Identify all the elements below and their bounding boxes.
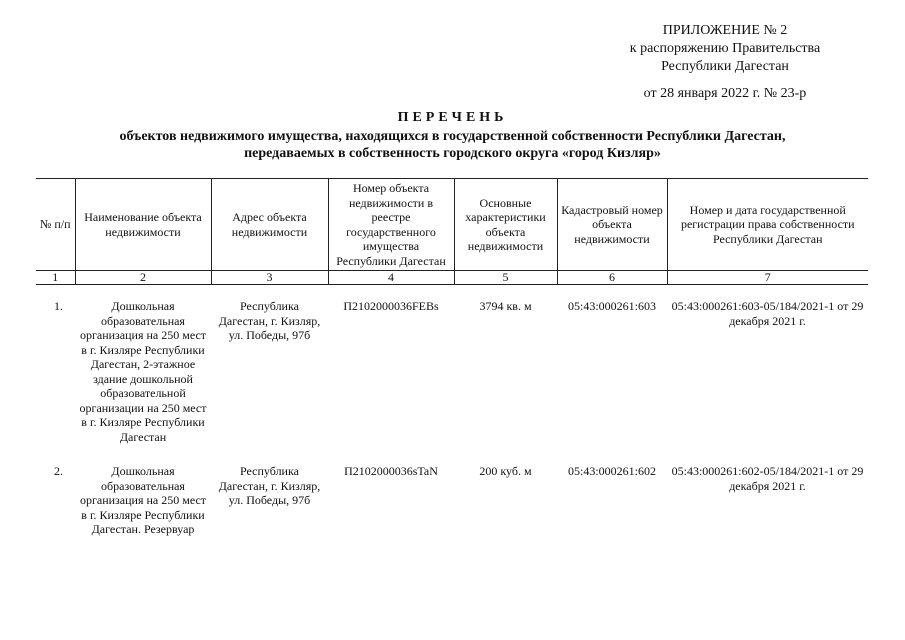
property-table bbox=[36, 178, 868, 537]
document-subtitle bbox=[20, 128, 885, 162]
column-header-registration: Номер и дата государственной регистрации права собственности Республики Дагестан bbox=[667, 179, 868, 271]
subtitle-line-2: передаваемых в собственность городского округа «город Кизляр» bbox=[244, 146, 661, 161]
subtitle-line-1: объектов недвижимого имущества, находящихся в государственной собственности Республики Дагестан, bbox=[119, 129, 786, 144]
registry-number: П2102000036sTaN bbox=[344, 464, 438, 478]
object-name: Дошкольная образовательная организация на 250 мест в г. Кизляре Республики Дагестан. Резервуар bbox=[79, 464, 207, 536]
object-address: Республика Дагестан, г. Кизляр, ул. Победы, 97б bbox=[218, 464, 321, 507]
column-header-registry: Номер объекта недвижимости в реестре государственного имущества Республики Дагестан bbox=[328, 179, 454, 271]
column-number: 6 bbox=[557, 271, 667, 285]
cadastral-number: 05:43:000261:603 bbox=[567, 299, 656, 313]
column-header-cadastral: Кадастровый номер объекта недвижимости bbox=[557, 179, 667, 271]
document-title: ПЕРЕЧЕНЬ bbox=[397, 110, 508, 125]
registration-record: 05:43:000261:602-05/184/2021-1 от 29 декабря 2021 г. bbox=[671, 464, 864, 493]
column-number-row bbox=[36, 271, 868, 285]
table-header-row bbox=[36, 179, 868, 271]
appendix-line-2: к распоряжению Правительства bbox=[629, 41, 821, 56]
row-number: 1. bbox=[54, 299, 63, 313]
column-header-num: № п/п bbox=[36, 179, 75, 271]
column-number: 1 bbox=[36, 271, 75, 285]
order-date: от 28 января 2022 г. № 23-р bbox=[643, 86, 807, 101]
column-number: 5 bbox=[454, 271, 557, 285]
object-characteristics: 3794 кв. м bbox=[479, 299, 532, 313]
registration-record: 05:43:000261:603-05/184/2021-1 от 29 декабря 2021 г. bbox=[671, 299, 864, 328]
object-characteristics: 200 куб. м bbox=[479, 464, 532, 478]
object-address: Республика Дагестан, г. Кизляр, ул. Победы, 97б bbox=[218, 299, 321, 342]
column-number: 7 bbox=[667, 271, 868, 285]
table-row bbox=[36, 285, 868, 455]
cadastral-number: 05:43:000261:602 bbox=[567, 464, 656, 478]
object-name: Дошкольная образовательная организация на 250 мест в г. Кизляре Республики Дагестан, 2-этажное здание дошкольной образовательной организации на 250 мест в г. Кизляре Республики Дагестан bbox=[79, 299, 207, 444]
appendix-line-3: Республики Дагестан bbox=[661, 59, 789, 74]
column-header-address: Адрес объекта недвижимости bbox=[211, 179, 328, 271]
row-number: 2. bbox=[54, 464, 63, 478]
column-number: 2 bbox=[75, 271, 211, 285]
appendix-title: ПРИЛОЖЕНИЕ № 2 bbox=[662, 23, 788, 38]
appendix-block bbox=[600, 22, 850, 76]
table-row bbox=[36, 454, 868, 537]
column-header-name: Наименование объекта недвижимости bbox=[75, 179, 211, 271]
column-number: 3 bbox=[211, 271, 328, 285]
column-header-characteristics: Основные характеристики объекта недвижимости bbox=[454, 179, 557, 271]
registry-number: П2102000036FEBs bbox=[343, 299, 439, 313]
column-number: 4 bbox=[328, 271, 454, 285]
